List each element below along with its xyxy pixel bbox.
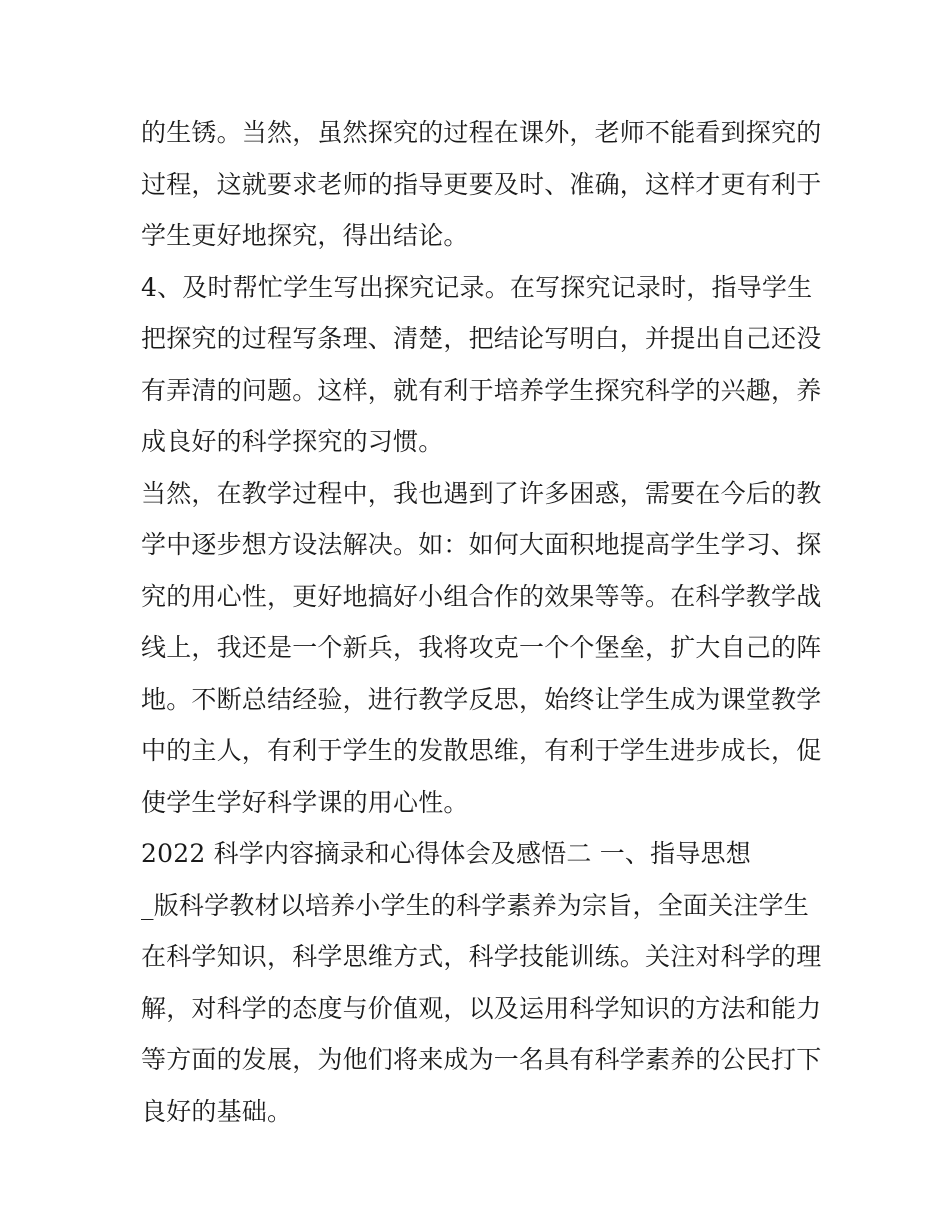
text-line: 学中逐步想方设法解决。如：如何大面积地提高学生学习、探 bbox=[141, 530, 822, 559]
text-line: 解，对科学的态度与价值观，以及运用科学知识的方法和能力 bbox=[141, 993, 822, 1023]
text-line: 当然，在教学过程中，我也遇到了许多困惑，需要在今后的教 bbox=[141, 478, 822, 508]
text-line: 有弄清的问题。这样，就有利于培养学生探究科学的兴趣，养 bbox=[141, 375, 822, 405]
text-line: 等方面的发展，为他们将来成为一名具有科学素养的公民打下 bbox=[141, 1045, 822, 1074]
text-line: 究的用心性，更好地搞好小组合作的效果等等。在科学教学战 bbox=[141, 581, 822, 611]
text-line: 使学生学好科学课的用心性。 bbox=[141, 787, 469, 817]
text-line: 线上，我还是一个新兵，我将攻克一个个堡垒，扩大自己的阵 bbox=[141, 633, 822, 662]
document-body bbox=[141, 107, 821, 1137]
text-line: _版科学教材以培养小学生的科学素养为宗旨，全面关注学生 bbox=[141, 890, 809, 920]
text-line: 4、及时帮忙学生写出探究记录。在写探究记录时，指导学生 bbox=[141, 272, 813, 302]
text-line: 在科学知识，科学思维方式，科学技能训练。关注对科学的理 bbox=[141, 942, 822, 971]
text-line: 地。不断总结经验，进行教学反思，始终让学生成为课堂教学 bbox=[141, 684, 822, 714]
text-line: 把探究的过程写条理、清楚，把结论写明白，并提出自己还没 bbox=[141, 324, 822, 353]
text-line: 的生锈。当然，虽然探究的过程在课外，老师不能看到探究的 bbox=[141, 118, 822, 147]
text-line: 学生更好地探究，得出结论。 bbox=[141, 221, 469, 250]
text-line: 成良好的科学探究的习惯。 bbox=[141, 427, 444, 456]
text-line: 中的主人，有利于学生的发散思维，有利于学生进步成长，促 bbox=[141, 736, 822, 765]
text-line: 过程，这就要求老师的指导更要及时、准确，这样才更有利于 bbox=[141, 169, 822, 199]
text-line: 良好的基础。 bbox=[141, 1096, 293, 1126]
section-heading-line: 2022 科学内容摘录和心得体会及感悟二 一、指导思想 bbox=[141, 839, 751, 868]
